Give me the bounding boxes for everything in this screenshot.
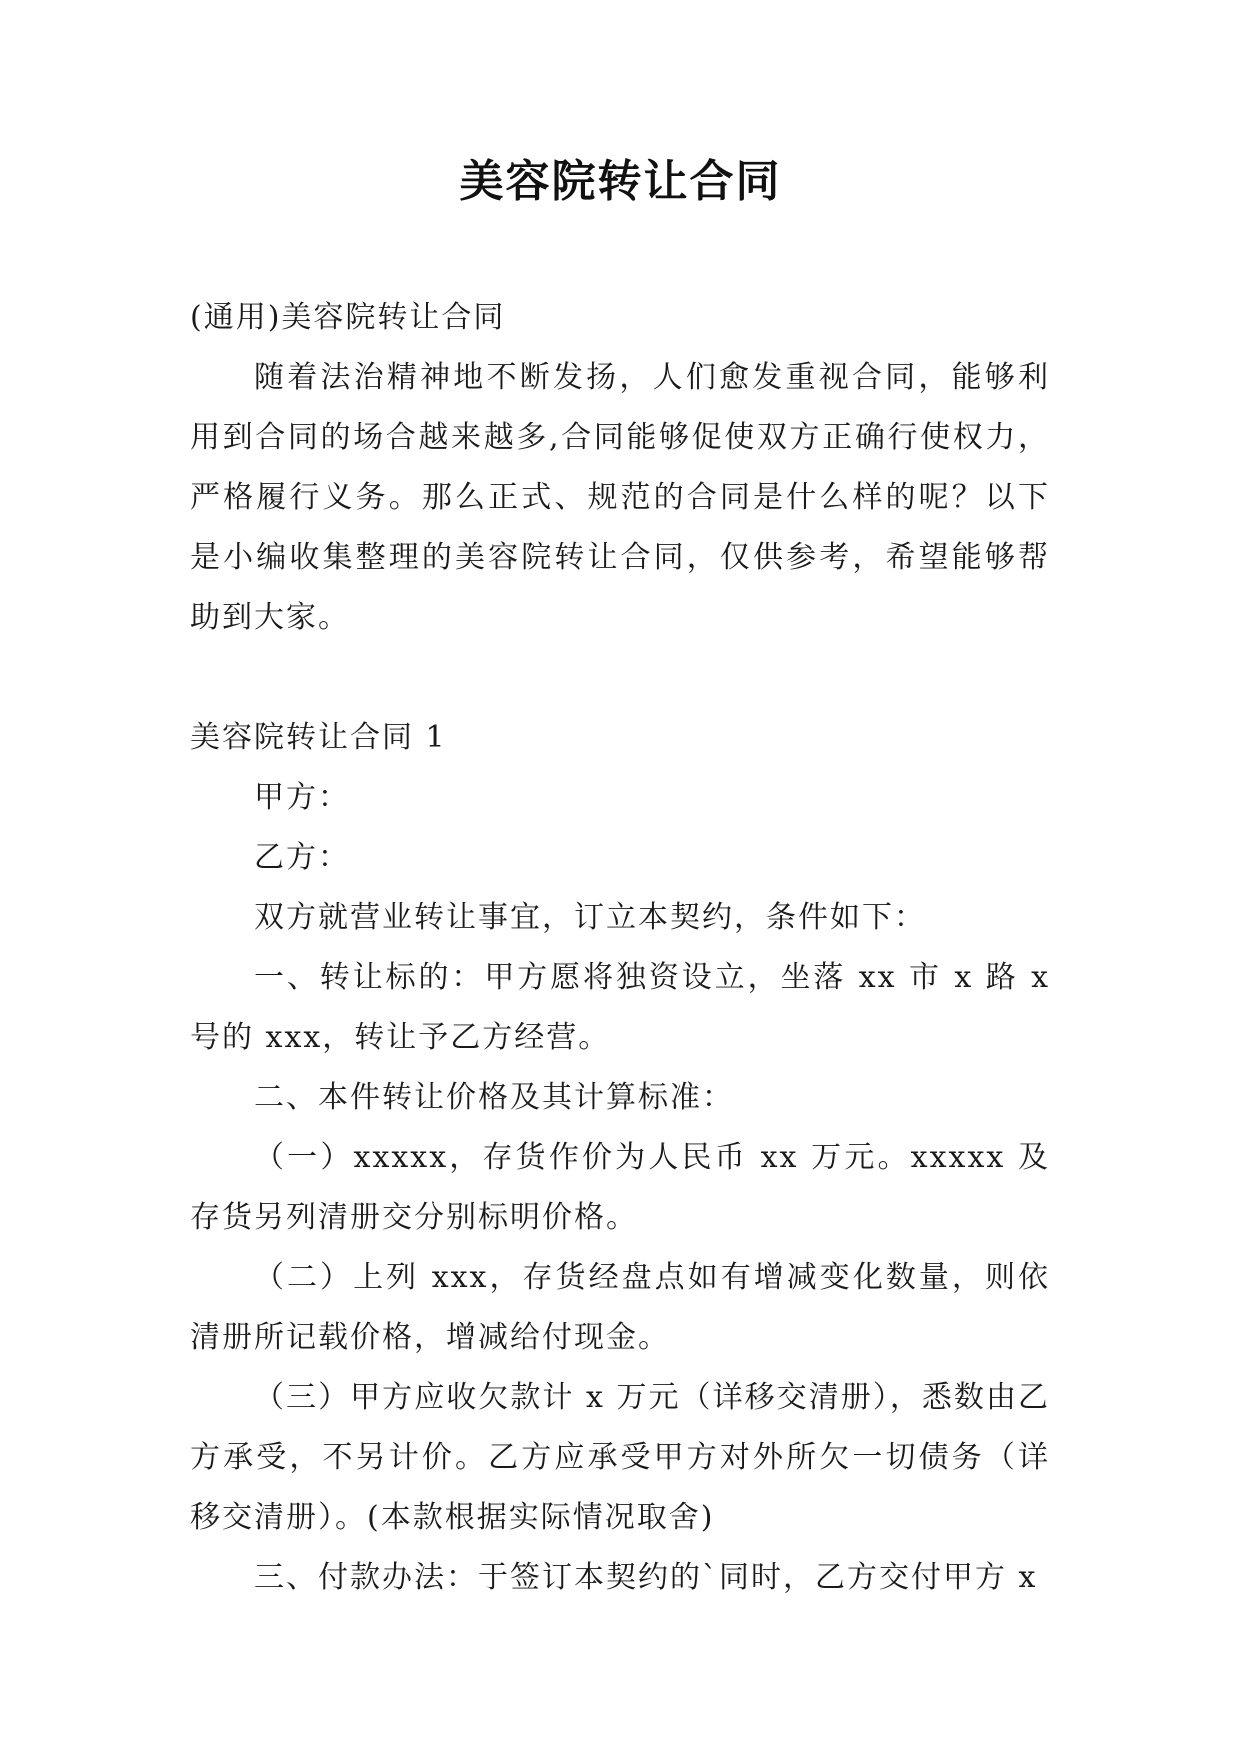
clause-2-item-3: （三）甲方应收欠款计 x 万元（详移交清册），悉数由乙方承受，不另计价。乙方应承受甲方对外所欠一切债务（详移交清册）。(本款根据实际情况取舍) xyxy=(190,1380,1050,1535)
section-spacer xyxy=(190,648,1050,708)
clause-3: 三、付款办法：于签订本契约的`同时，乙方交付甲方 x xyxy=(254,1560,1038,1595)
clause-2-item-1: （一）xxxxx，存货作价为人民币 xx 万元。xxxxx 及存货另列清册交分别标明价格。 xyxy=(190,1140,1050,1235)
section-heading: 美容院转让合同 1 xyxy=(190,720,447,755)
party-a-line: 甲方： xyxy=(254,780,350,815)
clause-2: 二、本件转让价格及其计算标准： xyxy=(254,1080,734,1115)
intro-label: (通用)美容院转让合同 xyxy=(190,300,506,335)
clause-2-item-2: （二）上列 xxx，存货经盘点如有增减变化数量，则依清册所记载价格，增减给付现金。 xyxy=(190,1260,1050,1355)
document-body xyxy=(190,288,1050,1608)
intro-paragraph: 随着法治精神地不断发扬，人们愈发重视合同，能够利用到合同的场合越来越多,合同能够促使双方正确行使权力，严格履行义务。那么正式、规范的合同是什么样的呢？以下是小编收集整理的美容院转让合同，仅供参考，希望能够帮助到大家。 xyxy=(190,360,1050,635)
party-b-line: 乙方： xyxy=(254,840,350,875)
agreement-preamble: 双方就营业转让事宜，订立本契约，条件如下： xyxy=(254,900,926,935)
clause-1: 一、转让标的：甲方愿将独资设立，坐落 xx 市 x 路 x 号的 xxx，转让予乙方经营。 xyxy=(190,960,1050,1055)
document-title: 美容院转让合同 xyxy=(459,156,782,207)
